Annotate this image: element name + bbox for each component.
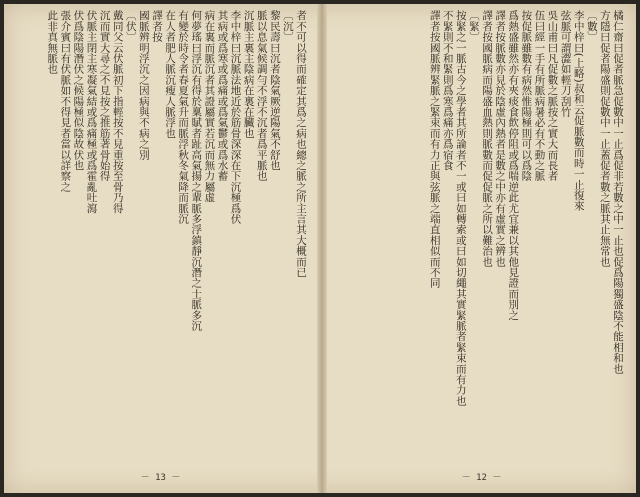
right-page-number: － 12 － [461, 473, 502, 483]
left-page-number: － 13 － [140, 473, 181, 483]
right-page-body: 橘仁齋曰促者脈急促數中一止爲促非若數之中一止也促爲陽獨盛陰不能相和也 方隱曰促者陽盛則促數中一止蓋促者數之脈其止無常也 〔數〕 李中梓曰(上略)叔和云促脈數而時一止復來 弦脈可謂澀如輕刀刮竹 吳山甫曰凡促數之脈按之實大而長者 伍曰經一手有所脈病暑必有不動之脈 按促脈雖數有病然惟陽極則可以爲陰 爲熱盛雖然亦有夾痰食飲停阻或爲喘逆此尤宜兼以其他見證而別之 譯者按脈數亦見於陰虛內熱者是數之中亦有虛實之辨也 譯者按國脈病而陽盛血熱則脈數而促促脈之所以難治也 〔緊〕 按緊之一脈古今之學者其所論者不一或曰如轉索或曰如切繩其實緊脈者緊束而有力也 不緊則不和緊則爲寒爲痛亦爲宿食 譯者按國脈辨緊脈之緊束而有力正與弦脈之端直相似而不同 [428, 10, 624, 406]
left-page-body: 者不可以得而確定其爲之病也總之脈之所主言其大概而已 〔沉〕 黎民壽曰沉者陰氣厥逆陽氣不舒也 脈以息氣候調勻不浮不沉者爲平脈也 沉脈主裏主陰病在裏在臟也 李中梓曰沉脈法地近於筋骨深深在下沉極爲伏 其病或爲寒或爲痛或爲氣鬱或爲水蓄 病在裏而脈沉者其證屬實若沉而無力屬虛 何夢瑤曰浮沉有得於稟賦者趾高氣揚之輩脈多浮鎮靜沉潛之士脈多沉 有變於時令者春夏氣升而脈浮秋冬氣降而脈沉 在人者肥人脈沉瘦人脈浮也 譯者按 國脈辨明浮沉之因病與不病之別 〔伏〕 戴同父云伏脈初下指輕按不見重按至骨乃得 沉而實大尋之不見按之推筋著骨始得 伏脈主閉主寒凝氣結或爲痛極或爲霍亂吐瀉 伏爲陰陽潛伏之候陽極似陰故伏也 張介賓曰有伏脈如不得見者當以詳察之 此非真無脈也 [46, 10, 307, 331]
book-spread [4, 4, 636, 493]
left-page [4, 4, 317, 493]
right-page [327, 4, 636, 493]
book-gutter [317, 4, 327, 493]
